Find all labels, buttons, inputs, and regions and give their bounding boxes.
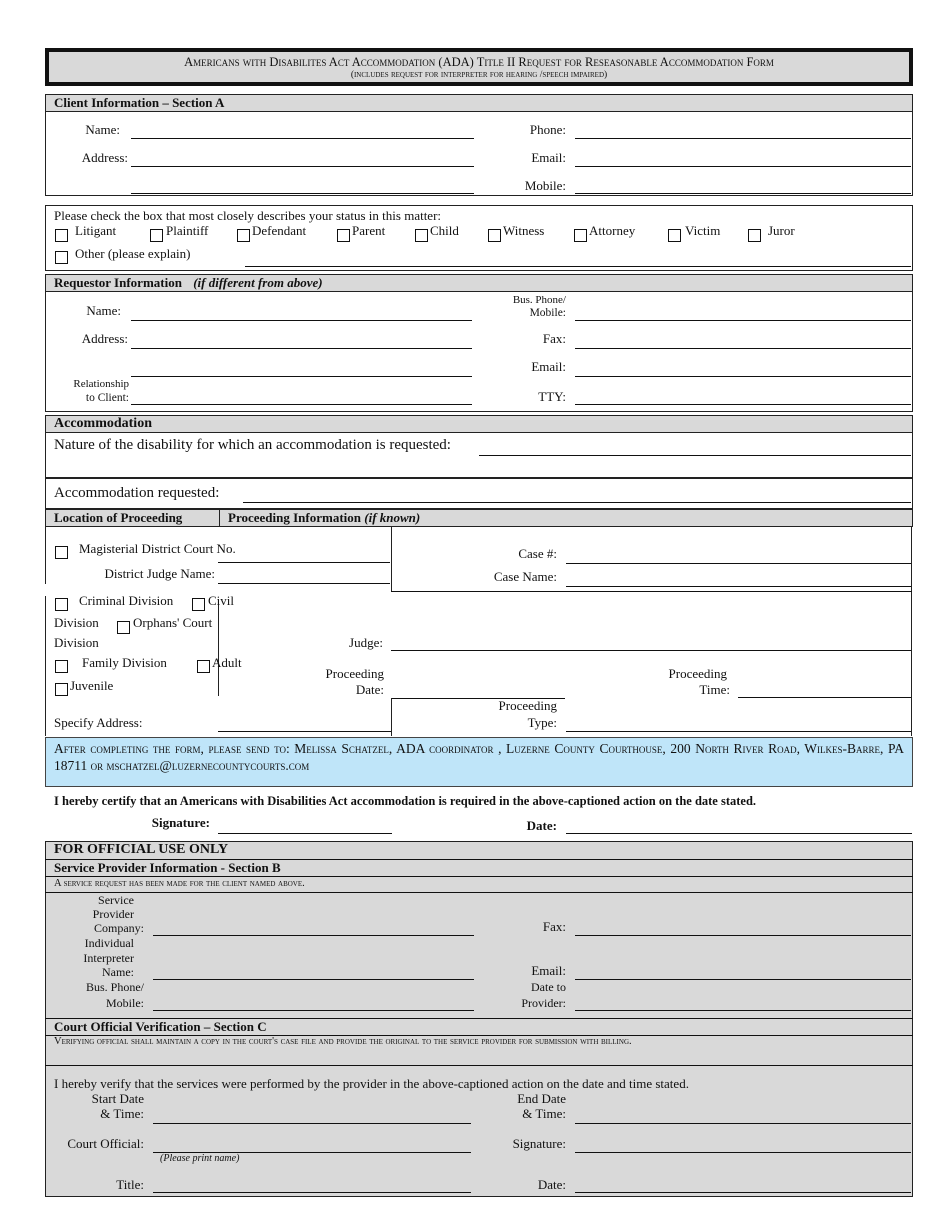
interp-field[interactable]	[153, 979, 474, 980]
client-name-label: Name:	[85, 122, 120, 137]
specify-address-label: Specify Address:	[54, 715, 143, 730]
case-no-field[interactable]	[566, 563, 911, 564]
sp-email-label: Email:	[531, 963, 566, 978]
certify-signature-label: Signature:	[151, 815, 210, 830]
judge-label: Judge:	[349, 635, 383, 650]
proc-divider-2	[218, 600, 219, 696]
proc-type-label-2: Type:	[527, 715, 557, 730]
req-bus-phone-field[interactable]	[575, 320, 911, 321]
civil-label: Civil	[208, 593, 235, 608]
checkbox-litigant[interactable]	[55, 229, 68, 242]
proc-time-label-1: Proceeding	[668, 666, 727, 681]
form-subtitle: (includes request for interpreter for hearing /speech impaired)	[350, 70, 608, 80]
status-prompt: Please check the box that most closely describes your status in this matter:	[54, 208, 442, 223]
division2-label: Division	[54, 635, 99, 650]
magisterial-label: Magisterial District Court No.	[79, 541, 236, 556]
checkbox-criminal[interactable]	[55, 598, 68, 611]
requestor-name-field[interactable]	[131, 320, 472, 321]
req-email-label: Email:	[531, 359, 566, 374]
req-email-field[interactable]	[575, 376, 911, 377]
date-to-field[interactable]	[575, 1010, 911, 1011]
sp-fax-field[interactable]	[575, 935, 911, 936]
start-label-1: Start Date	[91, 1091, 144, 1106]
client-name-field[interactable]	[131, 138, 474, 139]
option-attorney: Attorney	[589, 223, 636, 238]
start-label-2: & Time:	[100, 1106, 144, 1121]
send-note: After completing the form, please send to: Melissa Schatzel, ADA coordinator , Luzerne County Courthouse, 200 North River Road, Wilkes-Barre, PA 18711 or mschatzel@luzernecountycourts.com	[54, 741, 904, 773]
accommodation-header: Accommodation	[45, 415, 913, 433]
end-field[interactable]	[575, 1123, 911, 1124]
official-signature-label: Signature:	[512, 1136, 566, 1151]
req-bus-phone-label-1: Bus. Phone/	[512, 294, 566, 306]
option-other: Other (please explain)	[75, 246, 191, 261]
checkbox-attorney[interactable]	[574, 229, 587, 242]
orphans-label: Orphans' Court	[133, 615, 213, 630]
form-title: Americans with Disabilites Act Accommodation (ADA) Title II Request for Reseasonable Accommodation Form	[184, 55, 774, 69]
requestor-address-label: Address:	[81, 331, 128, 346]
checkbox-defendant[interactable]	[237, 229, 250, 242]
client-address-field[interactable]	[131, 166, 474, 167]
client-address-field-2[interactable]	[131, 193, 474, 194]
certify-date-field[interactable]	[566, 833, 912, 834]
date-to-label-1: Date to	[531, 980, 566, 994]
official-sep-3	[45, 892, 913, 893]
start-field[interactable]	[153, 1123, 471, 1124]
option-child: Child	[430, 223, 459, 238]
other-explain-field[interactable]	[245, 266, 911, 267]
option-witness: Witness	[503, 223, 545, 238]
relationship-field[interactable]	[131, 404, 472, 405]
verify-text: I hereby verify that the services were performed by the provider in the above-captioned action on the date and time stated.	[54, 1076, 689, 1091]
proceeding-info-note: (if known)	[364, 510, 421, 525]
checkbox-juvenile[interactable]	[55, 683, 68, 696]
nature-label: Nature of the disability for which an accommodation is requested:	[54, 437, 451, 453]
proc-type-left	[391, 698, 392, 736]
relationship-label-2: to Client:	[85, 392, 129, 404]
district-judge-label: District Judge Name:	[104, 566, 215, 581]
checkbox-child[interactable]	[415, 229, 428, 242]
proc-row-sep	[391, 591, 912, 592]
requestor-address-field[interactable]	[131, 348, 472, 349]
option-victim: Victim	[685, 223, 721, 238]
sp-fax-label: Fax:	[542, 919, 566, 934]
proc-time-field[interactable]	[738, 697, 911, 698]
checkbox-juror[interactable]	[748, 229, 761, 242]
option-parent: Parent	[352, 223, 386, 238]
specify-address-field[interactable]	[218, 731, 391, 732]
client-mobile-field[interactable]	[575, 193, 911, 194]
section-a-header: Client Information – Section A	[45, 94, 913, 112]
interp-label-2: Interpreter	[83, 951, 134, 965]
checkbox-parent[interactable]	[337, 229, 350, 242]
proc-type-field[interactable]	[566, 731, 911, 732]
proceeding-info-header	[219, 509, 913, 527]
magisterial-field[interactable]	[218, 562, 390, 563]
interp-label-3: Name:	[102, 965, 134, 979]
title-box	[45, 48, 913, 86]
district-judge-field[interactable]	[218, 583, 390, 584]
proc-date-label-2: Date:	[355, 682, 384, 697]
sp-bus-phone-field[interactable]	[153, 1010, 474, 1011]
client-mobile-label: Mobile:	[524, 178, 566, 193]
official-header: FOR OFFICIAL USE ONLY	[54, 842, 229, 857]
checkbox-witness[interactable]	[488, 229, 501, 242]
checkbox-orphans[interactable]	[117, 621, 130, 634]
sp-bus-phone-label-2: Mobile:	[106, 996, 144, 1010]
requested-label: Accommodation requested:	[54, 485, 220, 501]
judge-field[interactable]	[391, 650, 911, 651]
case-no-label: Case #:	[518, 546, 557, 561]
client-phone-label: Phone:	[529, 122, 566, 137]
date-to-label-2: Provider:	[521, 996, 566, 1010]
case-name-label: Case Name:	[493, 569, 557, 584]
proc-divider	[391, 526, 392, 591]
req-tty-label: TTY:	[538, 389, 566, 404]
company-label-3: Company:	[94, 921, 144, 935]
option-plaintiff: Plaintiff	[166, 223, 209, 238]
req-fax-label: Fax:	[542, 331, 566, 346]
option-defendant: Defendant	[252, 223, 307, 238]
interp-label-1: Individual	[84, 936, 134, 950]
company-label-2: Provider	[92, 907, 134, 921]
end-label-2: & Time:	[522, 1106, 566, 1121]
section-b-note: A service request has been made for the client named above.	[54, 878, 305, 889]
client-phone-field[interactable]	[575, 138, 911, 139]
official-date-label: Date:	[537, 1177, 566, 1192]
certify-date-label: Date:	[526, 818, 557, 833]
proc-right-border	[911, 526, 912, 736]
official-sep-6	[45, 1065, 913, 1066]
print-name-note: (Please print name)	[160, 1153, 240, 1164]
proc-date-label-1: Proceeding	[325, 666, 384, 681]
certify-signature-field[interactable]	[218, 833, 392, 834]
official-sep-2	[45, 876, 913, 877]
proc-type-label-1: Proceeding	[498, 698, 557, 713]
division-label: Division	[54, 615, 99, 630]
client-email-label: Email:	[531, 150, 566, 165]
checkbox-other[interactable]	[55, 251, 68, 264]
sp-email-field[interactable]	[575, 979, 911, 980]
req-tty-field[interactable]	[575, 404, 911, 405]
nature-field[interactable]	[479, 455, 911, 456]
requestor-address-field-2[interactable]	[131, 376, 472, 377]
section-a-box	[45, 111, 913, 196]
adult-label: Adult	[212, 655, 242, 670]
case-name-field[interactable]	[566, 586, 911, 587]
requestor-header-note: (if different from above)	[193, 275, 323, 290]
end-label-1: End Date	[517, 1091, 566, 1106]
checkbox-adult[interactable]	[197, 660, 210, 673]
requestor-box	[45, 291, 913, 412]
certify-text: I hereby certify that an Americans with Disabilities Act accommodation is required in the above-captioned action on the date stated.	[54, 794, 757, 808]
checkbox-family[interactable]	[55, 660, 68, 673]
family-label: Family Division	[82, 655, 167, 670]
company-field[interactable]	[153, 935, 474, 936]
send-note-box	[45, 737, 913, 787]
sp-bus-phone-label-1: Bus. Phone/	[85, 980, 144, 994]
criminal-label: Criminal Division	[79, 593, 174, 608]
option-juror: Juror	[768, 223, 795, 238]
section-c-note: Verifying official shall maintain a copy in the court's case file and provide the original to the service provider for submission with billing.	[54, 1036, 632, 1047]
proc-time-label-2: Time:	[699, 682, 730, 697]
requestor-name-label: Name:	[86, 303, 121, 318]
checkbox-magisterial[interactable]	[55, 546, 68, 559]
client-address-label: Address:	[81, 150, 128, 165]
company-label-1: Service	[98, 893, 134, 907]
checkbox-victim[interactable]	[668, 229, 681, 242]
proceeding-info-title: Proceeding Information	[228, 510, 361, 525]
section-b-header: Service Provider Information - Section B	[54, 860, 281, 875]
req-bus-phone-label-2: Mobile:	[529, 307, 566, 319]
requestor-header	[45, 274, 913, 292]
proc-left-border-2	[45, 596, 46, 736]
client-email-field[interactable]	[575, 166, 911, 167]
section-c-header: Court Official Verification – Section C	[54, 1019, 267, 1034]
option-litigant: Litigant	[75, 223, 117, 238]
official-signature-field[interactable]	[575, 1152, 911, 1153]
requested-field[interactable]	[243, 502, 911, 503]
checkbox-civil[interactable]	[192, 598, 205, 611]
juvenile-label: Juvenile	[70, 678, 114, 693]
checkbox-plaintiff[interactable]	[150, 229, 163, 242]
official-title-field[interactable]	[153, 1192, 471, 1193]
location-header: Location of Proceeding	[45, 509, 220, 527]
court-official-label: Court Official:	[67, 1136, 144, 1151]
official-date-field[interactable]	[575, 1192, 911, 1193]
req-fax-field[interactable]	[575, 348, 911, 349]
official-title-label: Title:	[116, 1177, 144, 1192]
requestor-header-title: Requestor Information	[54, 275, 182, 290]
relationship-label-1: Relationship	[73, 378, 129, 390]
proc-left-border	[45, 526, 46, 584]
